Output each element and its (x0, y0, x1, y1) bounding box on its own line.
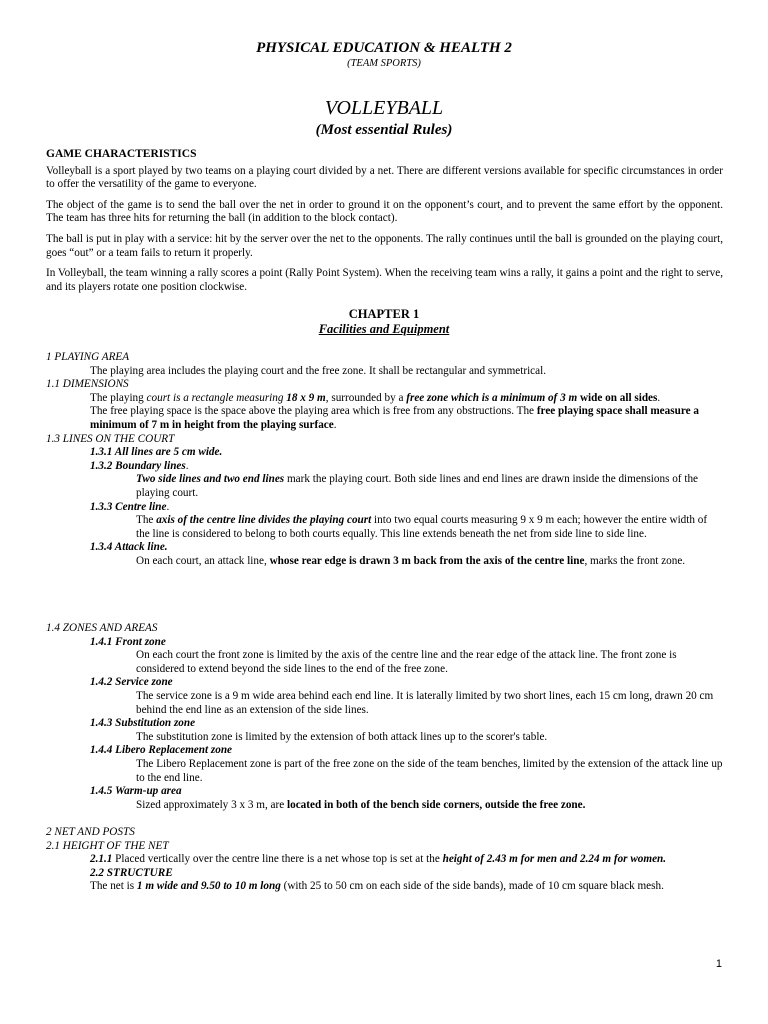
subsection-heading: 1.4.4 Libero Replacement zone (90, 744, 233, 757)
net-section (46, 826, 723, 894)
paragraph: In Volleyball, the team winning a rally scores a point (Rally Point System). When the receiving team wins a rally, it gains a point and the right to serve, and its players rotate one position clockwise. (46, 267, 723, 293)
subsection-heading: 1.4.1 Front zone (90, 635, 166, 648)
paragraph: The service zone is a 9 m wide area behind each end line. It is laterally limited by two short lines, each 15 cm long, drawn 20 cm behind the end line as an extension of the side lines. (136, 689, 714, 716)
text-run: wide on all sides (577, 391, 658, 404)
text-run: 1 m wide and 9.50 to 10 m long (136, 880, 281, 893)
text-run: , marks the front zone. (584, 554, 686, 567)
page-number: 1 (715, 958, 722, 970)
paragraph: The Libero Replacement zone is part of the free zone on the side of the team benches, limited by the extension of the attack line up to the end line. (136, 757, 723, 784)
subsection-heading: 1.4.5 Warm-up area (90, 785, 182, 798)
subsection-heading: 2.2 STRUCTURE (90, 866, 173, 879)
zones-section (46, 622, 723, 812)
chapter-subtitle: Facilities and Equipment (318, 322, 450, 336)
section-heading: 2 NET AND POSTS (46, 826, 135, 838)
text-run: . (185, 459, 189, 472)
sport-subtitle: (Most essential Rules) (315, 122, 453, 138)
game-characteristics-section (46, 148, 723, 294)
subsection-heading (90, 501, 723, 515)
paragraph: Volleyball is a sport played by two teams on a playing court divided by a net. There are different versions available for specific circumstances in order to offer the versatility of the game to everyone. (46, 164, 723, 191)
paragraph: The playing area includes the playing court and the free zone. It shall be rectangular and symmetrical. (90, 364, 547, 377)
text-run: 2.1.1 (90, 853, 113, 866)
text-run: On each court, an attack line, (136, 554, 270, 567)
paragraph: The object of the game is to send the ball over the net in order to ground it on the opponent’s court, and to prevent the same effort by the opponent. The team has three hits for returning the ball (in addition to the block contact). (46, 198, 723, 225)
subsection-heading: 1.3.1 All lines are 5 cm wide. (90, 446, 223, 459)
section-heading: 1.3 LINES ON THE COURT (46, 432, 175, 445)
text-run: Two side lines and two end lines (136, 473, 285, 486)
text-run: . (333, 418, 337, 431)
text-run: axis of the centre line divides the playing court (156, 514, 372, 527)
subsection-heading: 1.4.3 Substitution zone (90, 717, 196, 730)
section-heading: 1 PLAYING AREA (46, 351, 130, 363)
paragraph: The substitution zone is limited by the extension of both attack lines up to the scorer's table. (136, 730, 548, 743)
text-run: The (136, 514, 157, 527)
subsection-heading: 1.4.2 Service zone (90, 676, 173, 689)
text-run: free playing space shall measure a minimum of 7 m in height from the playing surface (90, 405, 699, 431)
text-run: 18 x 9 m (286, 391, 326, 404)
subsection-heading: 1.3.4 Attack line. (90, 541, 168, 554)
paragraph (90, 405, 723, 432)
paragraph (136, 473, 723, 500)
section-heading: 1.4 ZONES AND AREAS (46, 622, 158, 634)
text-run: The playing (90, 391, 147, 404)
text-run: Sized approximately 3 x 3 m, are (136, 798, 287, 811)
text-run: located in both of the bench side corners, outside the free zone. (287, 798, 586, 811)
text-run: mark the playing court. Both side lines and end lines are drawn inside the dimensions of the playing court. (136, 473, 699, 499)
text-run: court is a rectangle measuring (146, 391, 287, 404)
sport-title: VOLLEYBALL (324, 97, 444, 119)
paragraph (46, 392, 723, 406)
text-run: height of 2.43 m for men and 2.24 m for women. (442, 853, 667, 866)
paragraph: The ball is put in play with a service: hit by the server over the net to the opponents. The rally continues until the ball is grounded on the playing court, goes “out” or a team fails to return it properly. (46, 232, 723, 259)
paragraph (90, 880, 723, 894)
text-run: The free playing space is the space above the playing area which is free from any obstructions. The (90, 405, 537, 418)
text-run: , surrounded by a (325, 391, 407, 404)
text-run: Placed vertically over the centre line there is a net whose top is set at the (112, 853, 443, 866)
paragraph (136, 514, 723, 541)
playing-area-section (46, 351, 723, 569)
text-run: The net is (90, 880, 137, 893)
paragraph: On each court the front zone is limited by the axis of the centre line and the rear edge of the attack line. The front zone is considered to extend beyond the side lines to the end of the free zone. (136, 649, 677, 675)
text-run: 1.3.2 Boundary lines (90, 459, 186, 472)
section-heading: GAME CHARACTERISTICS (46, 148, 197, 160)
paragraph (90, 853, 723, 867)
text-run: into two equal courts measuring 9 x 9 m each; however the entire width of the line is considered to belong to both courts equally. This line extends beneath the net from side line to side line. (136, 514, 708, 540)
text-run: . (657, 391, 661, 404)
document-subtitle: (TEAM SPORTS) (347, 58, 421, 69)
chapter-title: CHAPTER 1 (348, 307, 420, 321)
text-run: . (166, 500, 170, 513)
text-run: whose rear edge is drawn 3 m back from the axis of the centre line (269, 554, 585, 567)
text-run: 1.3.3 Centre line (90, 500, 167, 513)
text-run: free zone which is a minimum of 3 m (406, 391, 578, 404)
subsection-heading (90, 460, 723, 474)
paragraph (136, 555, 723, 569)
section-heading: 1.1 DIMENSIONS (46, 378, 129, 391)
paragraph (136, 799, 723, 813)
section-heading: 2.1 HEIGHT OF THE NET (46, 839, 169, 852)
document-title: PHYSICAL EDUCATION & HEALTH 2 (256, 40, 512, 56)
text-run: (with 25 to 50 cm on each side of the side bands), made of 10 cm square black mesh. (280, 880, 664, 893)
